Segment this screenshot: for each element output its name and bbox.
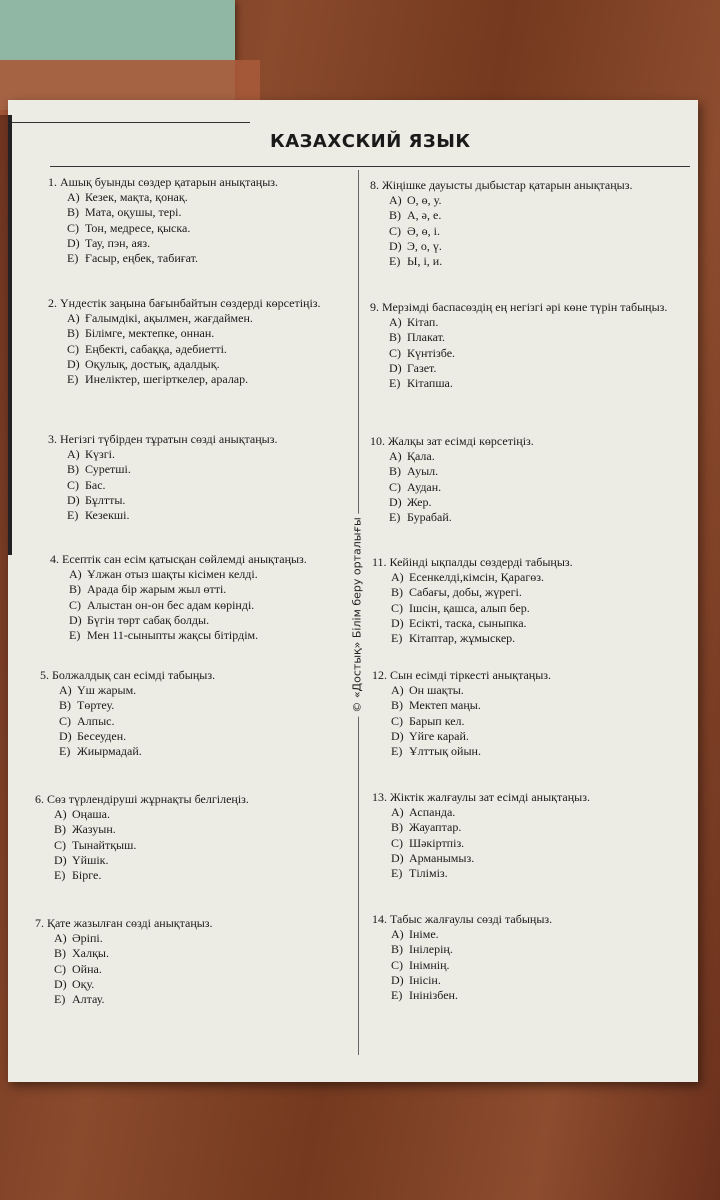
option-text: Ініме.: [409, 927, 439, 942]
question-text: 8. Жіңішке дауысты дыбыстар қатарын анықтаңыз.: [370, 178, 633, 192]
answer-option: [35, 838, 335, 853]
answer-option: [370, 208, 680, 223]
option-letter: E): [67, 508, 79, 523]
option-letter: C): [389, 345, 401, 360]
option-text: Э, о, ү.: [407, 238, 442, 253]
option-letter: D): [69, 612, 82, 627]
option-letter: E): [389, 510, 401, 525]
answer-option: [372, 744, 682, 759]
question-text: 13. Жіктік жалғаулы зат есімді анықтаңыз.: [372, 790, 590, 804]
answer-option: [372, 631, 682, 646]
option-letter: C): [391, 600, 403, 615]
question-11: [372, 555, 682, 646]
option-text: Бас.: [85, 477, 106, 492]
option-text: Күзгі.: [85, 447, 115, 462]
option-text: Еңбекті, сабаққа, әдебиетті.: [85, 341, 227, 356]
option-text: Барып кел.: [409, 713, 465, 728]
option-letter: D): [391, 728, 404, 743]
option-letter: B): [391, 942, 403, 957]
option-text: Інісін.: [409, 972, 441, 987]
option-text: Бұлтты.: [85, 492, 126, 507]
answer-option: [370, 224, 680, 239]
option-text: Оңаша.: [72, 807, 110, 822]
question-text: 3. Негізгі түбірден тұратын сөзді анықтаңыз.: [48, 432, 278, 446]
option-text: Ғалымдікі, ақылмен, жағдаймен.: [85, 311, 253, 326]
answer-option: [372, 851, 682, 866]
option-text: Жиырмадай.: [77, 744, 142, 759]
option-letter: E): [391, 866, 403, 881]
option-letter: A): [67, 447, 80, 462]
option-text: Ә, ө, і.: [407, 223, 440, 238]
publisher-stamp-text: © «Достық» Білім беру орталығы: [351, 513, 364, 716]
option-letter: A): [59, 683, 72, 698]
answer-option: [370, 254, 680, 269]
answer-option: [48, 493, 348, 508]
question-7: [35, 916, 335, 1007]
answer-option: [372, 616, 682, 631]
question-3: [48, 432, 348, 523]
option-letter: B): [54, 946, 66, 961]
answer-option: [372, 698, 682, 713]
answer-option: [35, 807, 335, 822]
answer-option: [370, 315, 680, 330]
option-text: Інімнің.: [409, 957, 450, 972]
option-letter: A): [391, 570, 404, 585]
sheet-margin-bar: [8, 115, 12, 555]
question-text: 2. Үндестік заңына бағынбайтын сөздерді көрсетіңіз.: [48, 296, 321, 310]
answer-option: [372, 973, 682, 988]
option-text: Күнтізбе.: [407, 345, 456, 360]
option-text: Тау, пэн, аяз.: [85, 235, 151, 250]
option-text: А, ә, е.: [407, 208, 442, 223]
option-letter: B): [59, 698, 71, 713]
answer-option: [370, 361, 680, 376]
answer-option: [48, 221, 348, 236]
answer-option: [372, 601, 682, 616]
question-6: [35, 792, 335, 883]
answer-option: [370, 495, 680, 510]
option-text: Кезекші.: [85, 508, 130, 523]
option-text: Сабағы, добы, жүрегі.: [409, 585, 522, 600]
option-text: Бірге.: [72, 868, 102, 883]
option-letter: D): [67, 235, 80, 250]
question-text: 12. Сын есімді тіркесті анықтаңыз.: [372, 668, 552, 682]
option-text: Кітапша.: [407, 376, 453, 391]
option-text: Арманымыз.: [409, 850, 475, 865]
answer-option: [48, 508, 348, 523]
answer-option: [370, 449, 680, 464]
option-letter: B): [389, 464, 401, 479]
option-letter: B): [391, 698, 403, 713]
question-text: 4. Есептік сан есім қатысқан сөйлемді анықтаңыз.: [50, 552, 307, 566]
option-text: Бесеуден.: [77, 728, 127, 743]
option-letter: C): [54, 961, 66, 976]
option-letter: C): [391, 957, 403, 972]
answer-option: [40, 714, 340, 729]
option-text: Ғасыр, еңбек, табиғат.: [85, 251, 199, 266]
answer-option: [35, 931, 335, 946]
option-letter: C): [391, 713, 403, 728]
option-letter: E): [54, 868, 66, 883]
option-letter: D): [389, 238, 402, 253]
option-letter: A): [389, 449, 402, 464]
question-2: [48, 296, 348, 387]
answer-option: [40, 744, 340, 759]
option-letter: C): [389, 479, 401, 494]
option-letter: A): [389, 193, 402, 208]
option-letter: E): [59, 744, 71, 759]
answer-option: [370, 510, 680, 525]
option-letter: A): [389, 315, 402, 330]
option-text: Қала.: [407, 449, 435, 464]
answer-option: [35, 946, 335, 961]
option-text: Інілерің.: [409, 942, 453, 957]
option-text: Оқулық, достық, адалдық.: [85, 356, 220, 371]
option-letter: A): [67, 311, 80, 326]
option-letter: A): [54, 931, 67, 946]
option-letter: D): [54, 852, 67, 867]
header-rule-bottom: [50, 166, 690, 167]
option-text: Инеліктер, шегірткелер, аралар.: [85, 372, 249, 387]
answer-option: [35, 853, 335, 868]
option-text: Аспанда.: [409, 805, 456, 820]
question-4: [50, 552, 350, 643]
answer-option: [372, 805, 682, 820]
option-letter: A): [391, 927, 404, 942]
question-8: [370, 178, 680, 269]
option-letter: D): [67, 356, 80, 371]
option-letter: E): [54, 992, 66, 1007]
question-1: [48, 175, 348, 266]
answer-option: [372, 836, 682, 851]
answer-option: [50, 582, 350, 597]
answer-option: [48, 357, 348, 372]
answer-option: [50, 567, 350, 582]
answer-option: [48, 311, 348, 326]
answer-option: [372, 585, 682, 600]
option-text: Плакат.: [407, 330, 445, 345]
question-text: 7. Қате жазылған сөзді анықтаңыз.: [35, 916, 213, 930]
option-letter: A): [69, 567, 82, 582]
answer-option: [50, 613, 350, 628]
answer-option: [40, 698, 340, 713]
option-text: Інінізбен.: [409, 988, 458, 1003]
option-letter: D): [389, 494, 402, 509]
option-letter: A): [391, 683, 404, 698]
answer-option: [48, 478, 348, 493]
question-text: 6. Сөз түрлендіруші жұрнақты белгілеңіз.: [35, 792, 249, 806]
answer-option: [370, 239, 680, 254]
option-text: Арада бір жарым жыл өтті.: [87, 582, 227, 597]
header-rule-top: [12, 122, 250, 123]
option-text: Кітап.: [407, 315, 439, 330]
option-letter: A): [54, 807, 67, 822]
answer-option: [35, 992, 335, 1007]
answer-option: [372, 820, 682, 835]
option-text: Ауыл.: [407, 464, 439, 479]
question-13: [372, 790, 682, 881]
option-letter: B): [389, 330, 401, 345]
answer-option: [35, 822, 335, 837]
option-text: Үйшік.: [72, 852, 109, 867]
option-letter: E): [389, 254, 401, 269]
option-letter: D): [54, 976, 67, 991]
option-letter: D): [391, 972, 404, 987]
question-text: 14. Табыс жалғаулы сөзді табыңыз.: [372, 912, 553, 926]
question-10: [370, 434, 680, 525]
answer-option: [48, 236, 348, 251]
option-letter: B): [389, 208, 401, 223]
answer-option: [48, 326, 348, 341]
option-letter: C): [69, 597, 81, 612]
option-letter: E): [67, 372, 79, 387]
answer-option: [50, 598, 350, 613]
question-14: [372, 912, 682, 1003]
option-letter: C): [67, 220, 79, 235]
option-letter: E): [69, 628, 81, 643]
option-text: Төртеу.: [77, 698, 115, 713]
option-letter: A): [391, 805, 404, 820]
option-letter: D): [391, 850, 404, 865]
answer-option: [35, 977, 335, 992]
option-text: Кітаптар, жұмыскер.: [409, 631, 516, 646]
answer-option: [48, 205, 348, 220]
option-letter: C): [67, 477, 79, 492]
option-letter: E): [391, 988, 403, 1003]
answer-option: [35, 868, 335, 883]
option-text: Тон, медресе, қыска.: [85, 220, 191, 235]
option-text: Аудан.: [407, 479, 442, 494]
answer-option: [35, 962, 335, 977]
option-letter: E): [391, 631, 403, 646]
answer-option: [372, 570, 682, 585]
option-text: Білімге, мектепке, оннан.: [85, 326, 215, 341]
option-text: Үш жарым.: [77, 683, 137, 698]
question-12: [372, 668, 682, 759]
answer-option: [370, 330, 680, 345]
option-letter: B): [67, 326, 79, 341]
option-letter: C): [59, 713, 71, 728]
answer-option: [372, 927, 682, 942]
option-letter: B): [391, 585, 403, 600]
option-letter: D): [67, 492, 80, 507]
option-text: Суретші.: [85, 462, 131, 477]
option-text: Есікті, таска, сыныпка.: [409, 615, 527, 630]
option-letter: D): [389, 360, 402, 375]
answer-option: [370, 376, 680, 391]
option-text: Жер.: [407, 494, 432, 509]
question-text: 1. Ашық буынды сөздер қатарын анықтаңыз.: [48, 175, 279, 189]
option-text: Ойна.: [72, 961, 102, 976]
page-title: КАЗАХСКИЙ ЯЗЫК: [270, 131, 471, 152]
option-text: Әріпі.: [72, 931, 103, 946]
option-letter: E): [391, 744, 403, 759]
option-text: Бурабай.: [407, 510, 452, 525]
option-letter: C): [67, 341, 79, 356]
option-text: Тынайтқыш.: [72, 837, 137, 852]
answer-option: [370, 480, 680, 495]
question-text: 5. Болжалдық сан есімді табыңыз.: [40, 668, 216, 682]
question-text: 9. Мерзімді баспасөздің ең негізгі әрі көне түрін табыңыз.: [370, 300, 668, 314]
option-letter: B): [67, 205, 79, 220]
option-text: Ұлттық ойын.: [409, 744, 481, 759]
option-letter: B): [69, 582, 81, 597]
option-text: Мен 11-сыныпты жақсы бітірдім.: [87, 628, 259, 643]
option-text: Кезек, мақта, қонақ.: [85, 190, 188, 205]
option-text: Ы, і, и.: [407, 254, 443, 269]
option-letter: D): [59, 728, 72, 743]
answer-option: [40, 729, 340, 744]
option-text: Мата, оқушы, тері.: [85, 205, 182, 220]
option-text: Тіліміз.: [409, 866, 448, 881]
option-text: Алтау.: [72, 992, 105, 1007]
question-text: 10. Жалқы зат есімді көрсетіңіз.: [370, 434, 534, 448]
option-text: Жауаптар.: [409, 820, 462, 835]
option-text: Үйге карай.: [409, 728, 469, 743]
question-text: 11. Кейінді ықпалды сөздерді табыңыз.: [372, 555, 573, 569]
question-5: [40, 668, 340, 759]
option-letter: C): [391, 835, 403, 850]
answer-option: [370, 346, 680, 361]
option-text: Жазуын.: [72, 822, 116, 837]
option-letter: B): [391, 820, 403, 835]
option-letter: C): [389, 223, 401, 238]
option-text: Есенкелді,кімсін, Қарагөз.: [409, 570, 544, 585]
answer-option: [48, 251, 348, 266]
option-text: Шәкіртпіз.: [409, 835, 465, 850]
answer-option: [372, 866, 682, 881]
option-text: Алпыс.: [77, 713, 115, 728]
option-text: Оқу.: [72, 976, 95, 991]
option-text: Мектеп маңы.: [409, 698, 481, 713]
answer-option: [48, 342, 348, 357]
option-letter: B): [67, 462, 79, 477]
answer-option: [372, 683, 682, 698]
answer-option: [372, 988, 682, 1003]
option-letter: D): [391, 615, 404, 630]
option-letter: E): [389, 376, 401, 391]
answer-option: [372, 942, 682, 957]
answer-option: [48, 447, 348, 462]
option-text: Газет.: [407, 360, 437, 375]
answer-option: [48, 190, 348, 205]
option-text: Халқы.: [72, 946, 109, 961]
option-text: Ұлжан отыз шақты кісімен келді.: [87, 567, 258, 582]
answer-option: [370, 193, 680, 208]
answer-option: [50, 628, 350, 643]
option-letter: A): [67, 190, 80, 205]
answer-option: [48, 462, 348, 477]
option-letter: C): [54, 837, 66, 852]
answer-option: [372, 729, 682, 744]
option-letter: B): [54, 822, 66, 837]
answer-option: [372, 714, 682, 729]
option-text: Бүгін төрт сабақ болды.: [87, 612, 210, 627]
answer-option: [48, 372, 348, 387]
question-9: [370, 300, 680, 391]
option-letter: E): [67, 251, 79, 266]
option-text: Ішсін, қашса, алып бер.: [409, 600, 530, 615]
option-text: О, ө, у.: [407, 193, 442, 208]
option-text: Он шақты.: [409, 683, 464, 698]
answer-option: [40, 683, 340, 698]
option-text: Алыстан он-он бес адам көрінді.: [87, 597, 255, 612]
answer-option: [372, 958, 682, 973]
answer-option: [370, 464, 680, 479]
